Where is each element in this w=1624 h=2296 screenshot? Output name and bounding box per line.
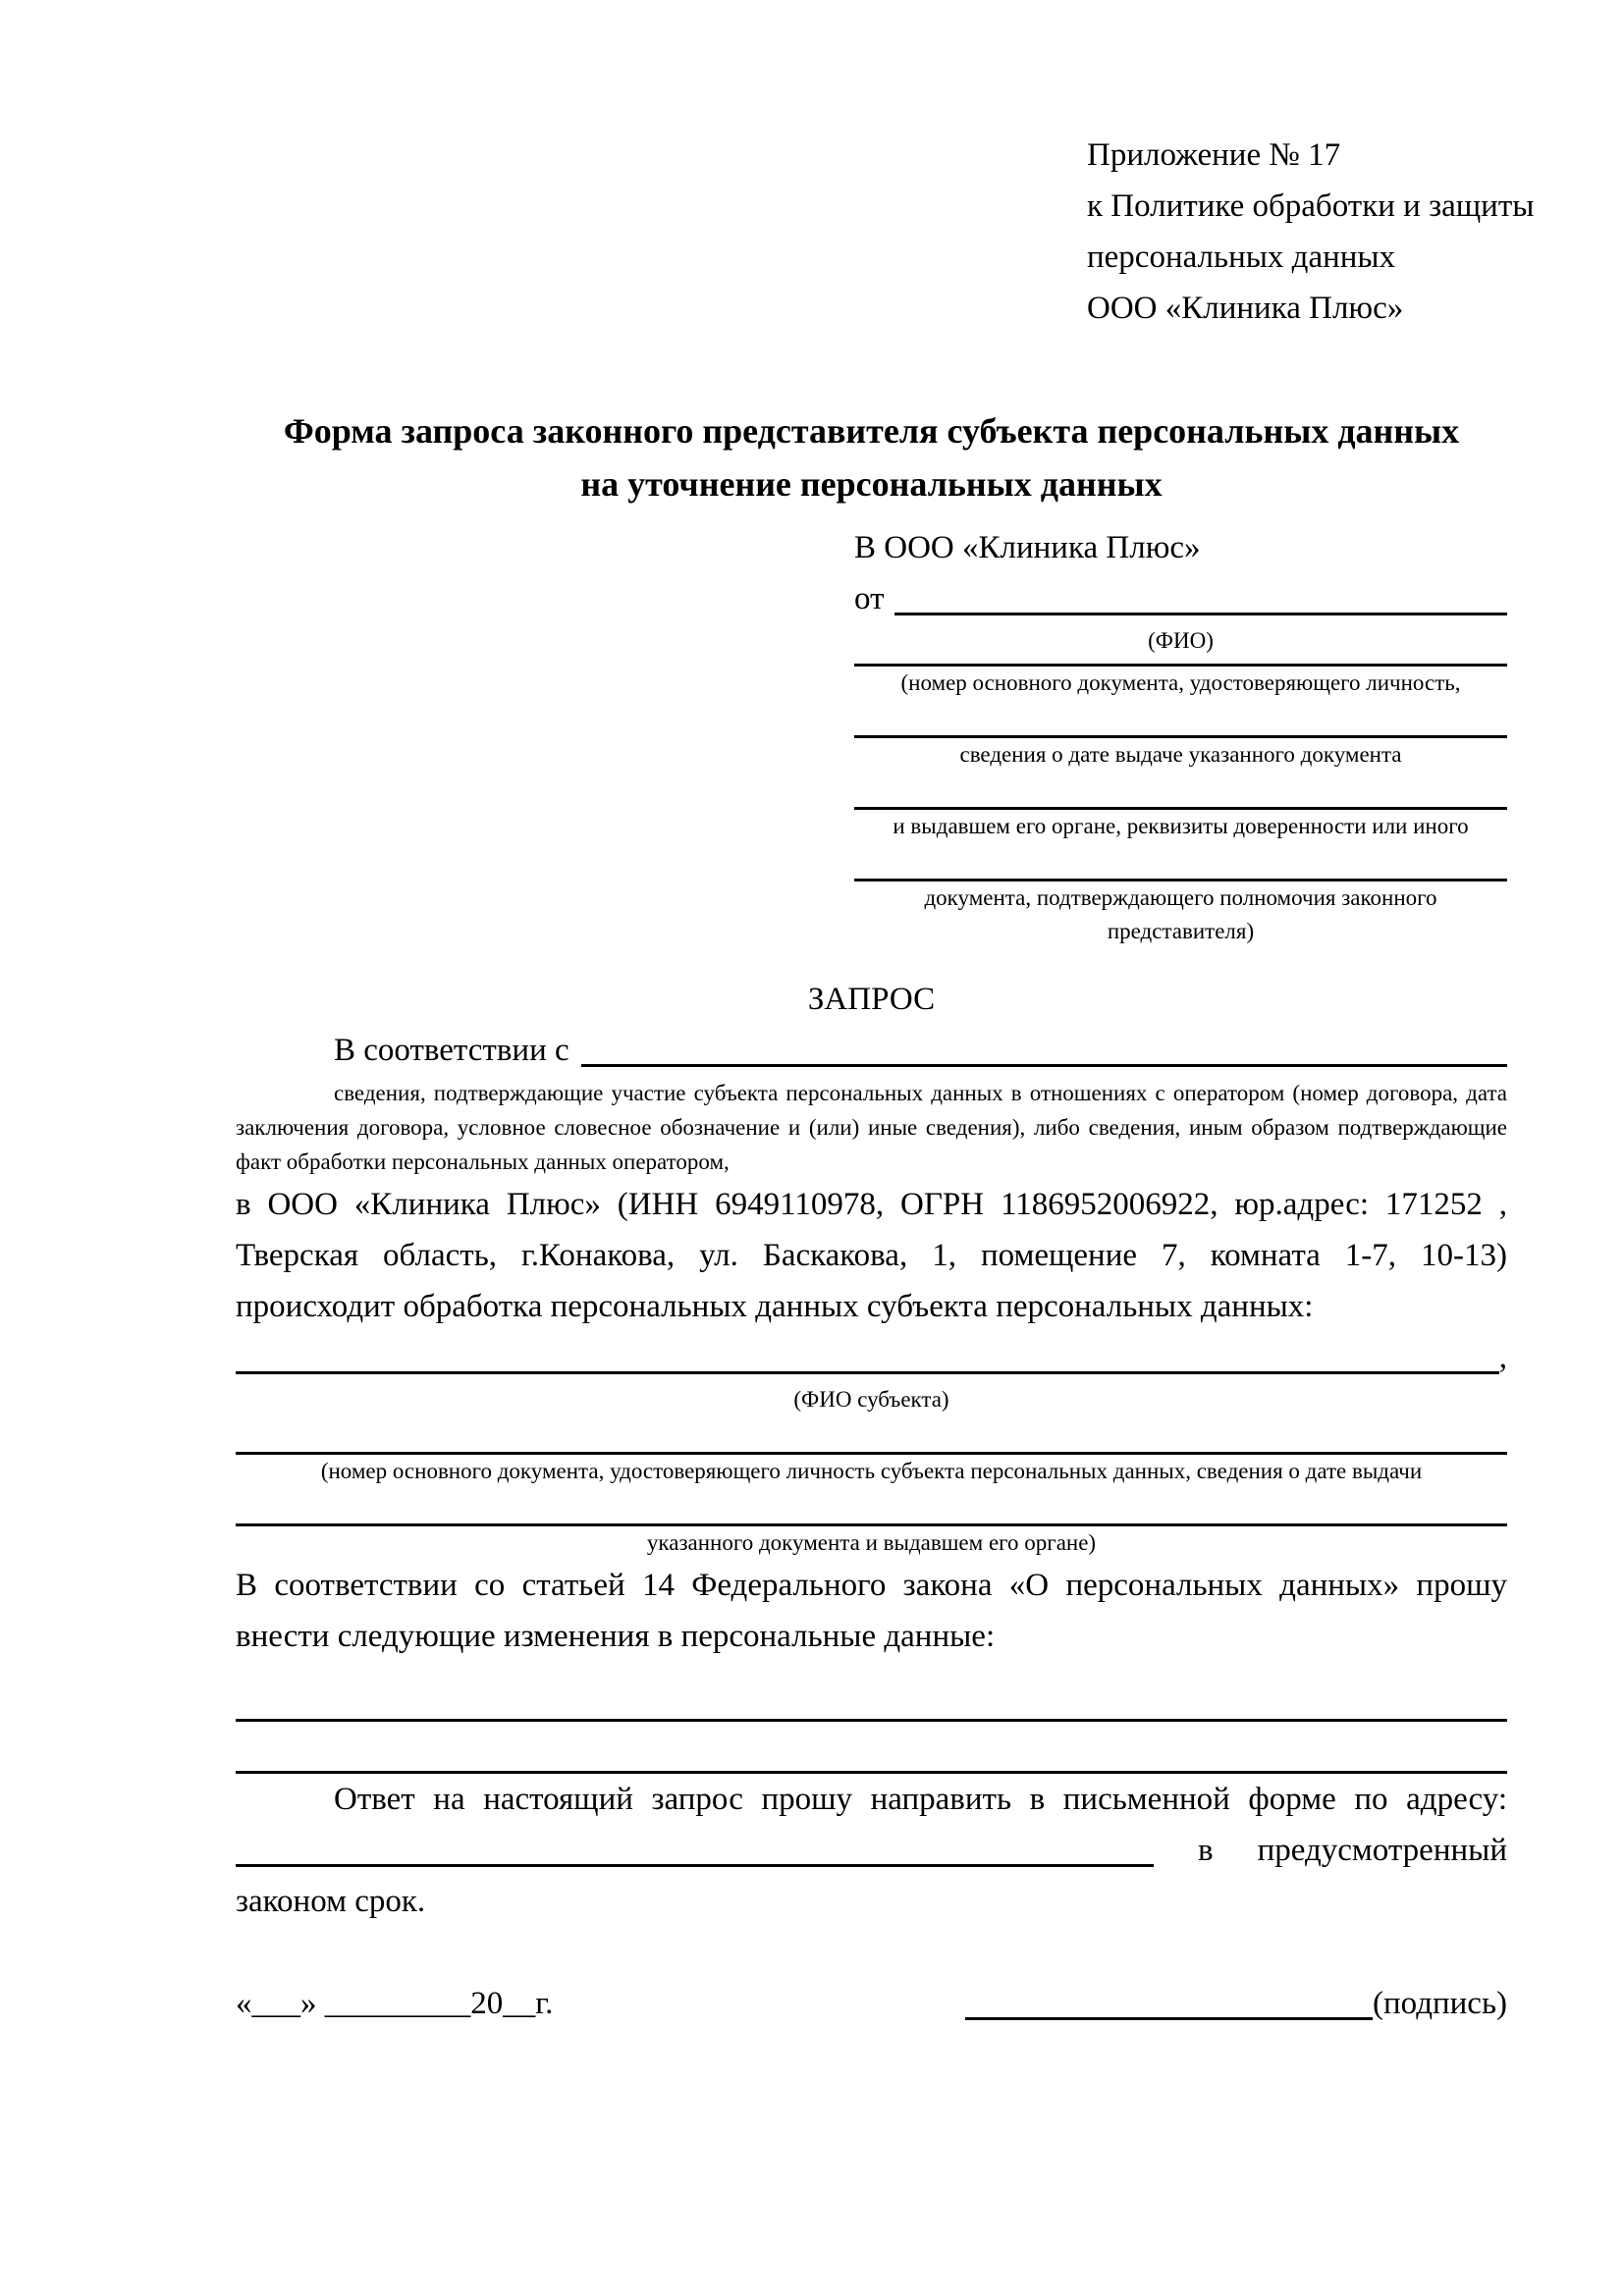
intro-row bbox=[236, 1025, 1507, 1076]
from-fill-line bbox=[894, 573, 1508, 615]
subject-name-fill-line bbox=[236, 1332, 1499, 1374]
representative-doc-fill-line-1 bbox=[854, 658, 1507, 667]
representative-doc-fill-line-4 bbox=[854, 843, 1507, 881]
annex-block bbox=[1087, 130, 1535, 334]
reply-paragraph-line-3: законом срок. bbox=[236, 1884, 426, 1919]
subject-doc-fill-line-1 bbox=[236, 1416, 1507, 1455]
annex-line-1: Приложение № 17 bbox=[1087, 137, 1341, 173]
date-line: «___» _________20__г. bbox=[236, 1986, 554, 2021]
from-label: от bbox=[854, 581, 885, 616]
from-caption: (ФИО) bbox=[1148, 628, 1214, 653]
operator-paragraph: в ООО «Клиника Плюс» (ИНН 6949110978, ОГРН 1186952006922, юр.адрес: 171252 , Тверская область, г.Конакова, ул. Баскакова, 1, помещение 7, комната 1-7, 10-13) происходит обработка персональных данных субъекта персональных данных: bbox=[236, 1187, 1507, 1324]
signature-area bbox=[965, 1978, 1507, 2029]
footer-row bbox=[236, 1978, 1507, 2029]
representative-doc-caption-4: документа, подтверждающего полномочия законного представителя) bbox=[924, 885, 1437, 943]
representative-doc-caption-1: (номер основного документа, удостоверяющего личность, bbox=[900, 670, 1461, 695]
title-line-2: на уточнение персональных данных bbox=[580, 464, 1163, 504]
addressee-organization: В ООО «Клиника Плюс» bbox=[854, 530, 1201, 565]
annex-line-2: к Политике обработки и защиты bbox=[1087, 188, 1535, 224]
signature-caption: (подпись) bbox=[1373, 1986, 1507, 2021]
subject-doc-fill-line-2 bbox=[236, 1488, 1507, 1526]
reply-address-row bbox=[236, 1825, 1507, 1876]
reply-address-fill-line bbox=[236, 1825, 1154, 1867]
reply-word-b: предусмотренный bbox=[1257, 1833, 1507, 1868]
subject-name-comma: , bbox=[1498, 1340, 1507, 1375]
addressee-block bbox=[854, 522, 1507, 948]
document-title bbox=[236, 404, 1507, 510]
intro-label: В соответствии с bbox=[334, 1033, 569, 1068]
subject-caption-2: (номер основного документа, удостоверяющего личность субъекта персональных данных, сведения о дате выдачи bbox=[320, 1459, 1423, 1483]
intro-footnote: сведения, подтверждающие участие субъекта персональных данных в отношениях с оператором (номер договора, дата заключения договора, условное словесное обозначение и (или) иные сведения), либо сведения, иным образом подтверждающие факт обработки персональных данных оператором, bbox=[236, 1081, 1507, 1174]
annex-line-4: ООО «Клиника Плюс» bbox=[1087, 291, 1404, 326]
request-heading: ЗАПРОС bbox=[807, 982, 936, 1017]
amendment-paragraph: В соответствии со статьей 14 Федерального закона «О персональных данных» прошу внести следующие изменения в персональные данные: bbox=[236, 1568, 1507, 1654]
subject-caption-1: (ФИО субъекта) bbox=[793, 1387, 949, 1412]
representative-doc-caption-2: сведения о дате выдаче указанного документа bbox=[959, 742, 1402, 767]
title-line-1: Форма запроса законного представителя субъекта персональных данных bbox=[283, 411, 1460, 451]
subject-caption-3: указанного документа и выдавшем его органе) bbox=[646, 1530, 1097, 1555]
signature-fill-line bbox=[965, 1978, 1373, 2020]
annex-line-3: персональных данных bbox=[1087, 240, 1396, 275]
representative-doc-fill-line-3 bbox=[854, 772, 1507, 810]
reply-word-a: в bbox=[1198, 1833, 1214, 1868]
from-row bbox=[854, 573, 1507, 624]
representative-doc-caption-3: и выдавшем его органе, реквизиты доверенности или иного bbox=[893, 814, 1469, 838]
intro-fill-line bbox=[581, 1025, 1507, 1067]
subject-name-row bbox=[236, 1332, 1507, 1383]
representative-doc-fill-line-2 bbox=[854, 700, 1507, 738]
reply-paragraph-line-1: Ответ на настоящий запрос прошу направить в письменной форме по адресу: bbox=[334, 1782, 1507, 1817]
changes-fill-line-2 bbox=[236, 1722, 1507, 1774]
changes-fill-line-1 bbox=[236, 1670, 1507, 1722]
